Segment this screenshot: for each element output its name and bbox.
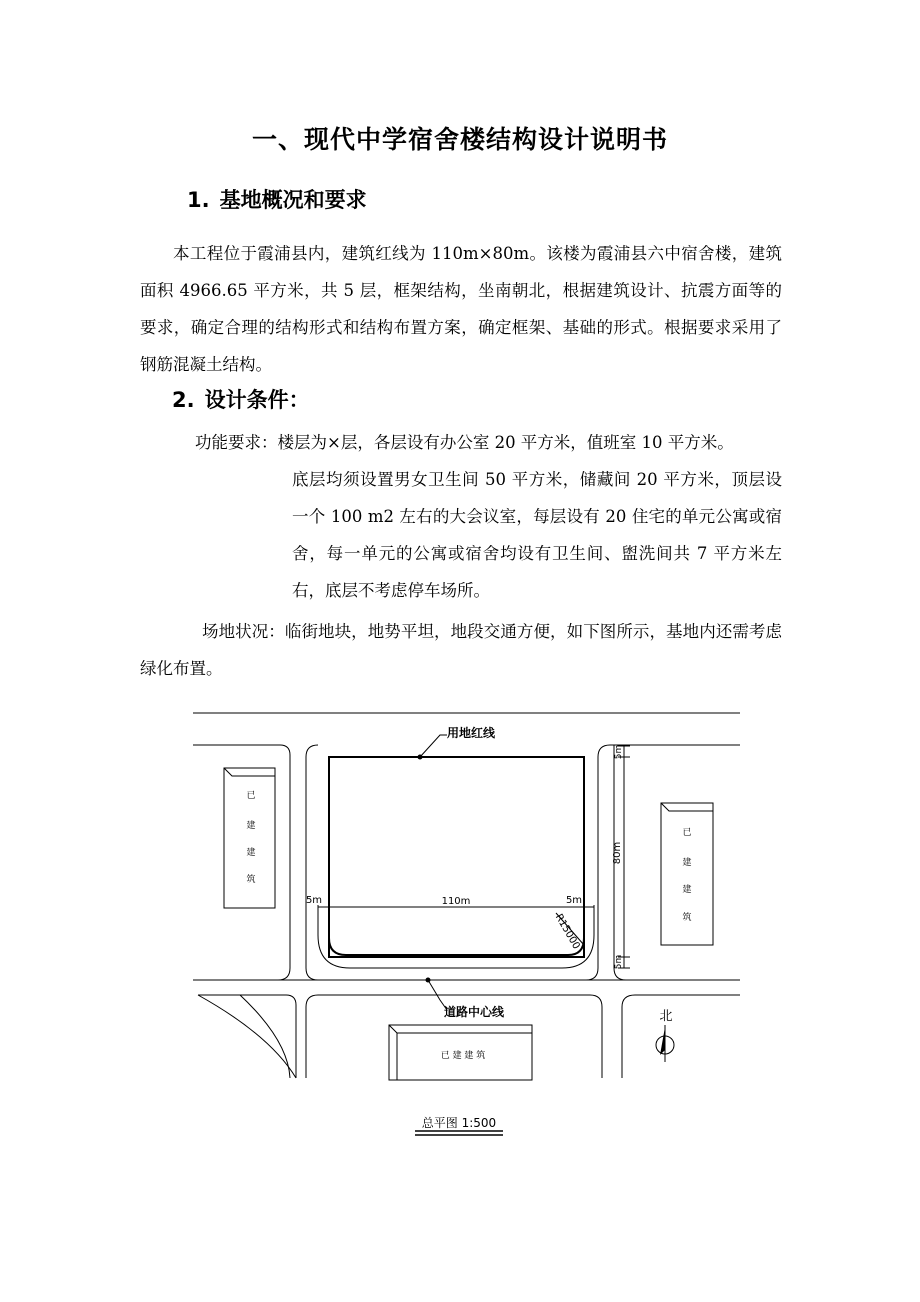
section-1-number: 1. (187, 188, 210, 212)
road-edge (240, 995, 290, 1078)
left-building-label-1: 已 (246, 791, 256, 801)
road-center-marker (426, 978, 431, 983)
left-building-label-4: 筑 (246, 875, 256, 885)
road-center-label: 道路中心线 (444, 1005, 505, 1019)
site-inner-boundary (318, 905, 594, 968)
dimension-5-left-label: 5m (305, 895, 323, 906)
right-existing-building (661, 803, 713, 945)
section-1-paragraph: 本工程位于霞浦县内，建筑红线为 110m×80m。该楼为霞浦县六中宿舍楼，建筑面积 4966.65 平方米，共 5 层，框架结构，坐南朝北，根据建筑设计、抗震方面等的要求，确定合理的结构形式和结构布置方案，确定框架、基础的形式。根据要求采用了钢筋混凝土结构。 (140, 244, 782, 374)
right-building-label-3: 建 (682, 885, 692, 895)
radius-label: R15000 (552, 912, 582, 952)
section-2-number: 2. (172, 388, 195, 412)
building-shadow (224, 768, 275, 776)
dimension-5-top-label: 5m (614, 744, 624, 760)
site-rounded-corner (329, 920, 584, 955)
right-building-label-4: 筑 (682, 913, 692, 923)
site-conditions-paragraph: 场地状况：临街地块，地势平坦，地段交通方便，如下图所示，基地内还需考虑绿化布置。 (140, 622, 782, 678)
red-line-marker (418, 755, 423, 760)
dimension-5-bottom-label: 5m (614, 954, 624, 970)
bottom-building-label: 已 建 建 筑 (440, 1051, 486, 1061)
dimension-5-right-label: 5m (565, 895, 583, 906)
building-shadow (661, 803, 713, 811)
road-edge (198, 995, 296, 1078)
road-edge (306, 995, 318, 1078)
section-1-title: 基地概况和要求 (219, 188, 367, 212)
north-arrow (656, 1009, 674, 1062)
function-requirements-body: 底层均须设置男女卫生间 50 平方米，储藏间 20 平方米，顶层设一个 100 m2 左右的大会议室，每层设有 20 住宅的单元公寓或宿舍，每一单元的公寓或宿舍均设有卫生间、盥洗间共 7 平方米左右，底层不考虑停车场所。 (292, 470, 782, 600)
red-line-leader (420, 735, 447, 757)
left-existing-building (224, 768, 275, 908)
left-building-label-3: 建 (246, 848, 256, 858)
plan-caption: 总平图 1:500 (421, 1116, 497, 1130)
page-title: 一、现代中学宿舍楼结构设计说明书 (251, 125, 668, 154)
left-building-label-2: 建 (246, 821, 256, 831)
road-edge (586, 745, 630, 980)
road-edge (590, 995, 602, 1078)
right-building-label-1: 已 (682, 828, 692, 838)
dimension-110-label: 110m (441, 896, 471, 907)
function-requirements-first-line: 功能要求：楼层为×层，各层设有办公室 20 平方米，值班室 10 平方米。 (195, 433, 734, 452)
section-2-title: 设计条件： (204, 388, 310, 412)
red-line-label: 用地红线 (447, 726, 496, 740)
road-edge (306, 745, 586, 980)
road-edge (622, 995, 635, 1078)
building-shadow (389, 1025, 532, 1033)
north-label: 北 (659, 1009, 673, 1024)
north-arrow-head (660, 1027, 665, 1055)
right-building-label-2: 建 (682, 858, 692, 868)
site-red-line (329, 757, 584, 957)
dimension-80-label: 80m (612, 841, 623, 865)
